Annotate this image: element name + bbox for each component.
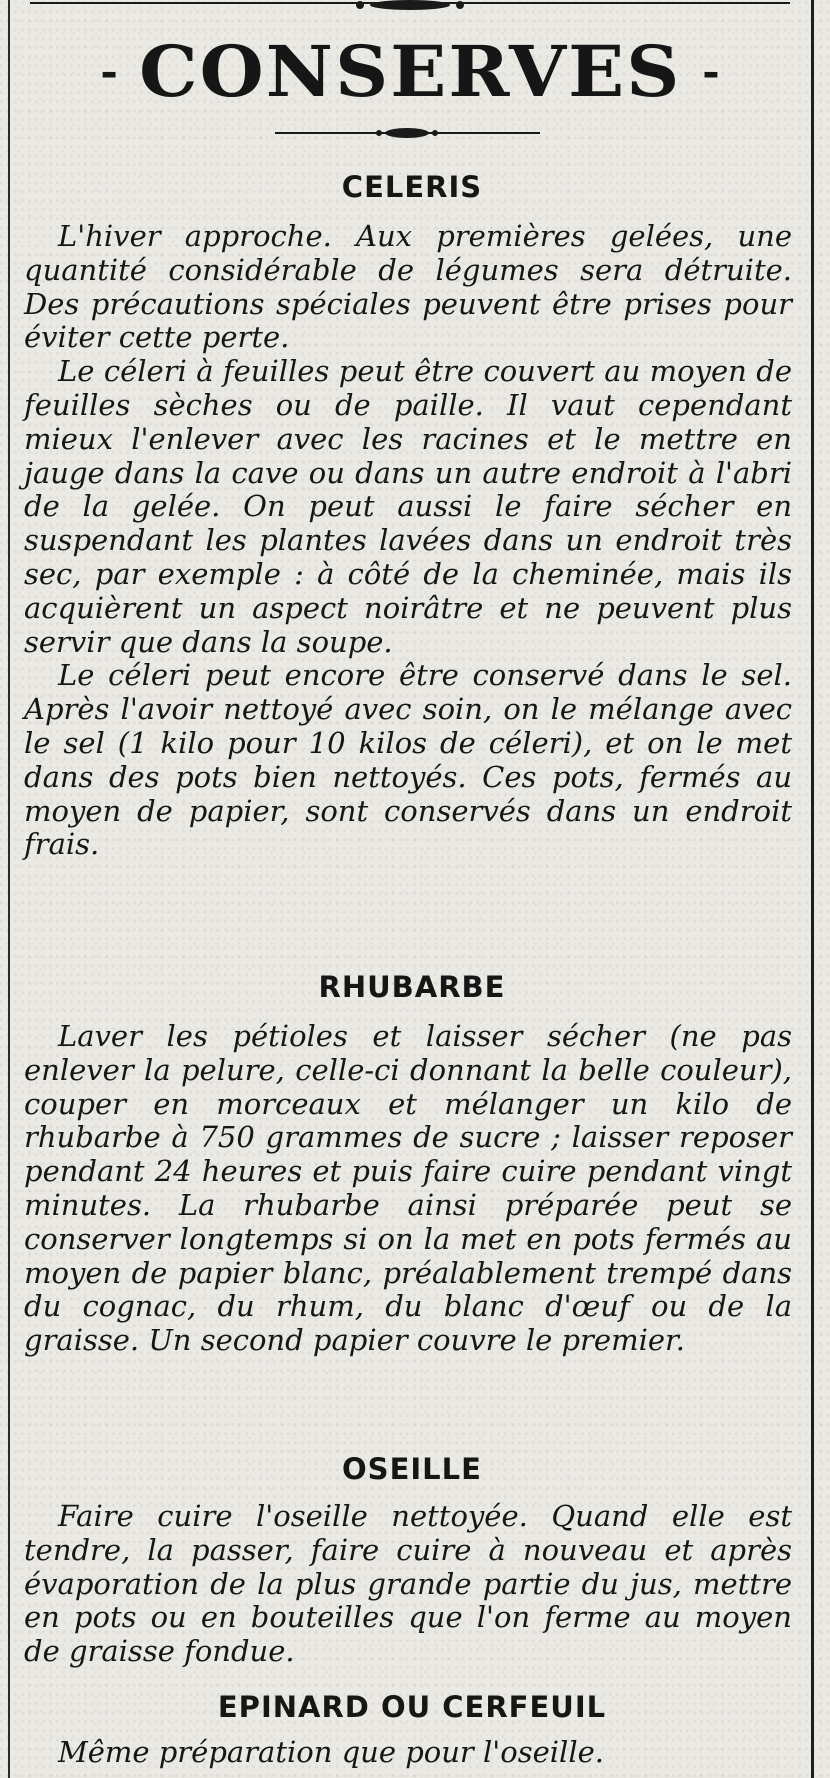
section-heading-celeris: CELERIS bbox=[341, 170, 483, 204]
section-heading-rhubarbe: RHUBARBE bbox=[318, 970, 506, 1004]
section-body-epinard-ou-cerfeuil bbox=[24, 1736, 792, 1770]
section-body-rhubarbe bbox=[24, 1020, 792, 1358]
section-heading-epinard-ou-cerfeuil: EPINARD OU CERFEUIL bbox=[217, 1690, 607, 1724]
title-dash-right: - bbox=[702, 46, 720, 96]
top-ornament bbox=[30, 0, 790, 18]
paragraph: Faire cuire l'oseille nettoyée. Quand elle est tendre, la passer, faire cuire à nouveau et après évaporation de la plus grande partie du jus, mettre en pots ou en bouteilles que l'on ferme au moyen de graisse fondue. bbox=[24, 1499, 792, 1669]
column-rule-right bbox=[811, 0, 814, 1778]
page-title: CONSERVES bbox=[138, 29, 682, 113]
section-body-celeris bbox=[24, 220, 792, 862]
title-separator-ornament bbox=[275, 127, 540, 139]
column-rule-left bbox=[8, 0, 10, 1778]
title-dash-left: - bbox=[100, 46, 118, 96]
section-body-oseille bbox=[24, 1500, 792, 1669]
paragraph: Le céleri à feuilles peut être couvert au moyen de feuilles sèches ou de paille. Il vaut cependant mieux l'enlever avec les racines et le mettre en jauge dans la cave ou dans un autre endroit à l'abri de la gelée. On peut aussi le faire sécher en suspendant les plantes lavées dans un endroit très sec, par exemple : à côté de la cheminée, mais ils acquièrent un aspect noirâtre et ne peuvent plus servir que dans la soupe. bbox=[24, 354, 792, 659]
paragraph: Laver les pétioles et laisser sécher (ne pas enlever la pelure, celle-ci donnant la belle couleur), couper en morceaux et mélanger un kilo de rhubarbe à 750 grammes de sucre ; laisser reposer pendant 24 heures et puis faire cuire pendant vingt minutes. La rhubarbe ainsi préparée peut se conserver longtemps si on la met en pots fermés au moyen de papier blanc, préalablement trempé dans du cognac, du rhum, du blanc d'œuf ou de la graisse. Un second papier couvre le premier. bbox=[24, 1019, 792, 1358]
masthead bbox=[30, 26, 790, 116]
section-heading-oseille: OSEILLE bbox=[342, 1452, 482, 1486]
paragraph: Le céleri peut encore être conservé dans le sel. Après l'avoir nettoyé avec soin, on le mélange avec le sel (1 kilo pour 10 kilos de céleri), et on le met dans des pots bien nettoyés. Ces pots, fermés au moyen de papier, sont conservés dans un endroit frais. bbox=[24, 658, 792, 862]
paragraph: Même préparation que pour l'oseille. bbox=[58, 1735, 604, 1769]
paragraph: L'hiver approche. Aux premières gelées, une quantité considérable de légumes sera détruite. Des précautions spéciales peuvent être prises pour éviter cette perte. bbox=[24, 219, 792, 355]
